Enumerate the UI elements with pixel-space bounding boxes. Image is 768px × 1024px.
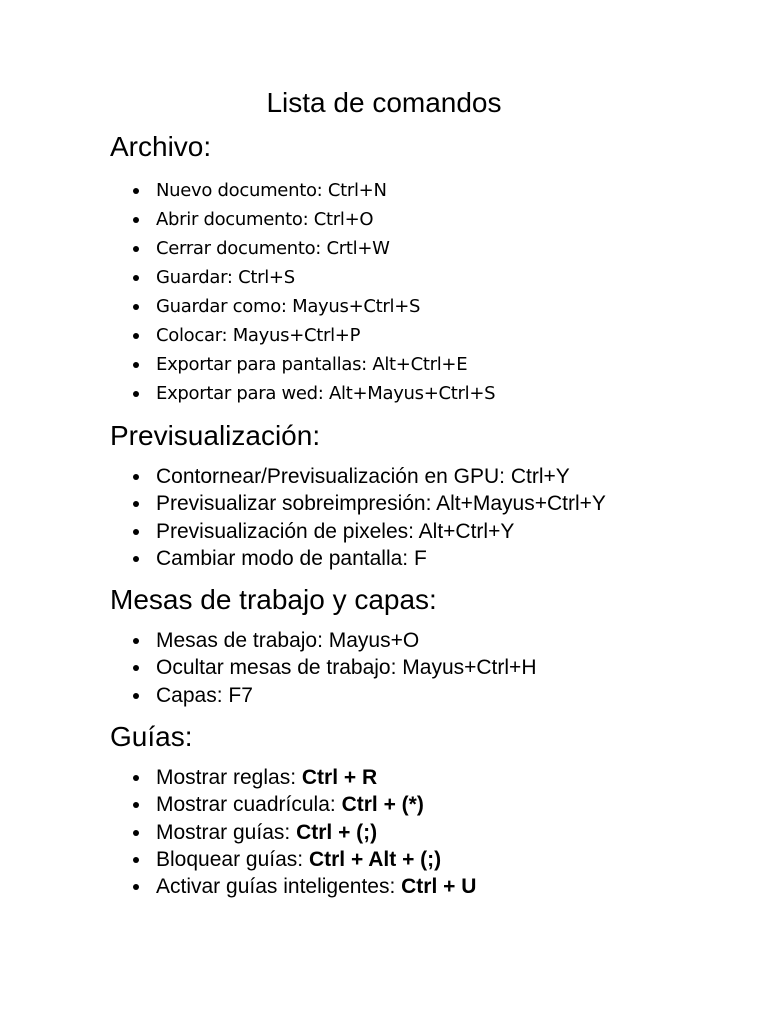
list-item: Nuevo documento: Ctrl+N — [156, 176, 710, 205]
shortcut-key: Ctrl + (*) — [341, 793, 424, 817]
list-item — [156, 819, 710, 846]
section-heading-guias: Guías: — [110, 721, 193, 753]
mesas-de-trabajo-list — [110, 627, 710, 709]
list-item: Guardar: Ctrl+S — [156, 263, 710, 292]
list-item: Cerrar documento: Crtl+W — [156, 234, 710, 263]
list-item: Previsualizar sobreimpresión: Alt+Mayus+Ctrl+Y — [156, 490, 710, 517]
command-label: Mostrar guías: — [156, 820, 297, 844]
shortcut-key: Ctrl + U — [401, 875, 477, 899]
list-item — [156, 846, 710, 873]
list-item: Capas: F7 — [156, 682, 710, 709]
shortcut-key: Ctrl + (;) — [296, 820, 378, 844]
list-item: Guardar como: Mayus+Ctrl+S — [156, 292, 710, 321]
shortcut-key: Ctrl + R — [301, 766, 378, 790]
command-label: Activar guías inteligentes: — [156, 875, 402, 899]
archivo-list — [110, 176, 710, 408]
command-label: Mostrar cuadrícula: — [156, 793, 342, 817]
list-item: Previsualización de pixeles: Alt+Ctrl+Y — [156, 518, 710, 545]
previsualizacion-list — [110, 463, 710, 572]
list-item: Ocultar mesas de trabajo: Mayus+Ctrl+H — [156, 654, 710, 681]
list-item: Mesas de trabajo: Mayus+O — [156, 627, 710, 654]
list-item — [156, 791, 710, 818]
list-item: Contornear/Previsualización en GPU: Ctrl+Y — [156, 463, 710, 490]
shortcut-key: Ctrl + Alt + (;) — [308, 847, 442, 871]
list-item: Cambiar modo de pantalla: F — [156, 545, 710, 572]
list-item: Colocar: Mayus+Ctrl+P — [156, 321, 710, 350]
section-heading-previsualizacion: Previsualización: — [110, 420, 321, 451]
section-heading-mesas-de-trabajo: Mesas de trabajo y capas: — [110, 584, 437, 616]
list-item — [156, 764, 710, 791]
document-page — [110, 84, 710, 901]
document-title: Lista de comandos — [266, 87, 502, 118]
list-item — [156, 873, 710, 900]
guias-list — [110, 764, 710, 900]
list-item: Exportar para pantallas: Alt+Ctrl+E — [156, 350, 710, 379]
command-label: Bloquear guías: — [156, 847, 309, 871]
section-heading-archivo: Archivo: — [110, 131, 212, 162]
list-item: Exportar para wed: Alt+Mayus+Ctrl+S — [156, 379, 710, 408]
command-label: Mostrar reglas: — [156, 766, 302, 790]
list-item: Abrir documento: Ctrl+O — [156, 205, 710, 234]
